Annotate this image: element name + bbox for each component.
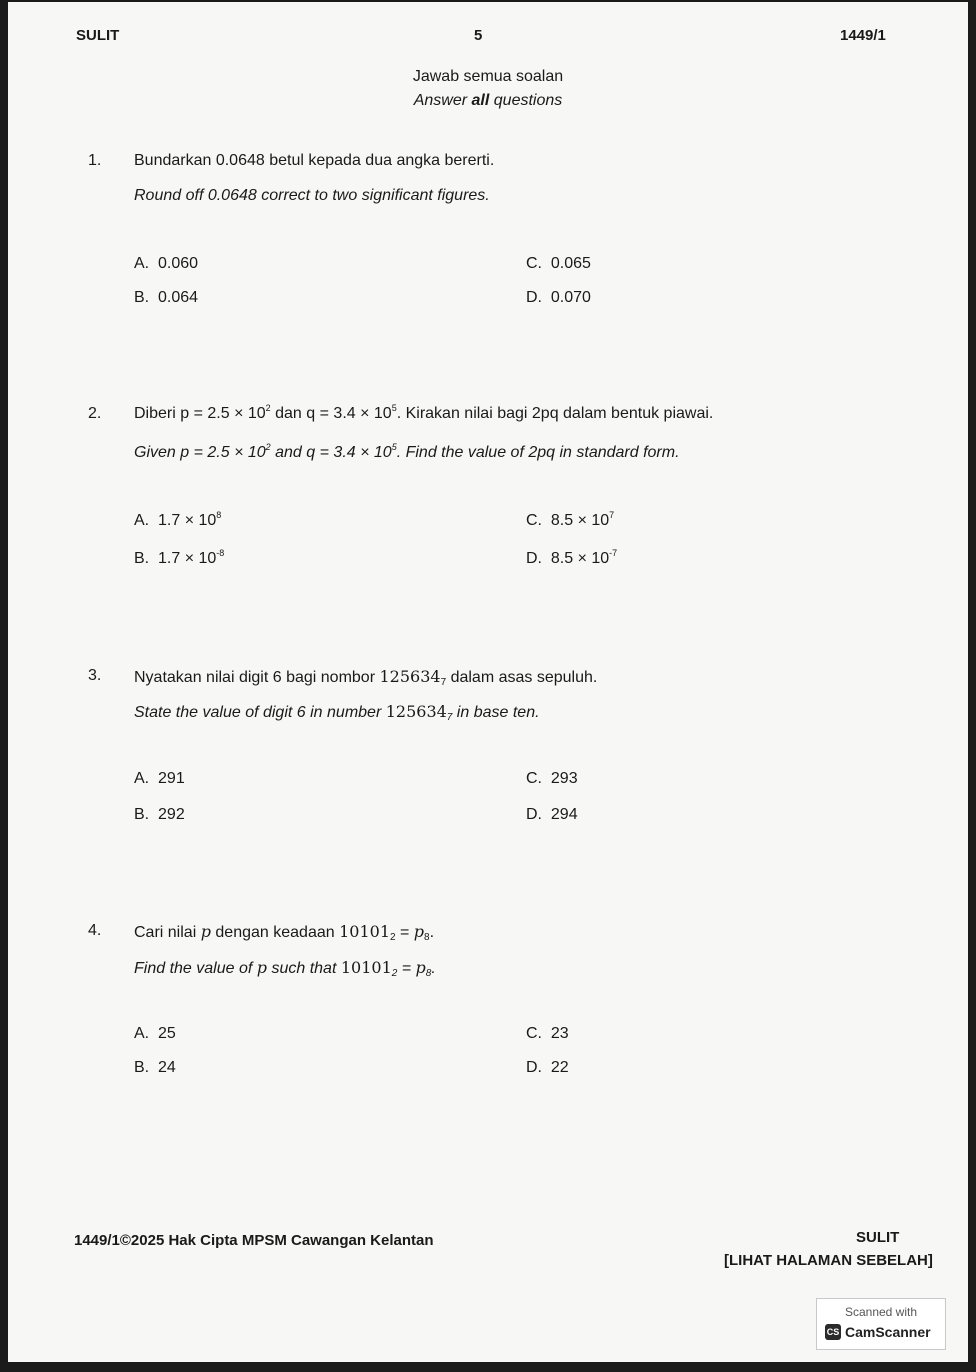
scanned-with-label: Scanned with — [844, 1305, 918, 1319]
exam-page — [8, 2, 968, 1362]
camscanner-name: CamScanner — [845, 1324, 931, 1340]
camscanner-watermark — [816, 1298, 946, 1350]
page-number: 5 — [474, 27, 483, 44]
q3-option-a[interactable]: A. 291 — [134, 770, 185, 787]
q3-english: State the value of digit 6 in number $125634_7$ in base ten. — [134, 702, 540, 723]
q1-option-c[interactable]: C. 0.065 — [526, 255, 591, 272]
q1-english: Round off 0.0648 correct to two significant figures. — [134, 187, 490, 204]
header-sulit: SULIT — [76, 27, 120, 44]
q2-number: 2. — [88, 405, 102, 422]
q4-option-c[interactable]: C. 23 — [526, 1025, 569, 1042]
q1-malay: Bundarkan 0.0648 betul kepada dua angka bererti. — [134, 152, 495, 169]
q1-number: 1. — [88, 152, 102, 169]
q1-option-a[interactable]: A. 0.060 — [134, 255, 199, 272]
camscanner-logo-icon: CS — [825, 1324, 841, 1340]
q4-option-d[interactable]: D. 22 — [526, 1059, 569, 1076]
q1-option-d[interactable]: D. 0.070 — [526, 289, 591, 306]
q2-english: Given $p = 2.5 \times 10^2$ and $q = 3.4 \times 10^5$. Find the value of 2pq in standard form. — [134, 442, 680, 461]
instruction-english: Answer all questions — [413, 92, 563, 109]
q1-option-b[interactable]: B. 0.064 — [134, 289, 199, 306]
q2-option-b[interactable]: B. $1.7 \times 10^{-8}$ — [134, 548, 225, 567]
q3-malay: Nyatakan nilai digit 6 bagi nombor $125634_7$ dalam asas sepuluh. — [134, 667, 598, 688]
paper-code: 1449/1 — [840, 27, 886, 44]
q2-malay: Diberi $p = 2.5 \times 10^2$ dan $q = 3.4 \times 10^5$. Kirakan nilai bagi 2pq dalam bentuk piawai. — [134, 403, 714, 422]
q2-option-a[interactable]: A. $1.7 \times 10^8$ — [134, 510, 222, 529]
copyright-notice: 1449/1©2025 Hak Cipta MPSM Cawangan Kelantan — [74, 1232, 434, 1249]
q4-number: 4. — [88, 922, 102, 939]
q4-option-b[interactable]: B. 24 — [134, 1059, 176, 1076]
q4-option-a[interactable]: A. 25 — [134, 1025, 176, 1042]
next-page-note: [LIHAT HALAMAN SEBELAH] — [724, 1252, 933, 1269]
instruction-malay: Jawab semua soalan — [412, 68, 564, 85]
q4-english: Find the value of p such that $10101_2 = p_8$. — [134, 958, 436, 979]
footer-sulit: SULIT — [856, 1229, 900, 1246]
q4-malay: Cari nilai p dengan keadaan $10101_2 = p_8$. — [134, 922, 435, 943]
q3-option-d[interactable]: D. 294 — [526, 806, 578, 823]
q3-option-c[interactable]: C. 293 — [526, 770, 578, 787]
q2-option-c[interactable]: C. $8.5 \times 10^7$ — [526, 510, 615, 529]
q3-number: 3. — [88, 667, 102, 684]
q3-option-b[interactable]: B. 292 — [134, 806, 185, 823]
q2-option-d[interactable]: D. $8.5 \times 10^{-7}$ — [526, 548, 618, 567]
